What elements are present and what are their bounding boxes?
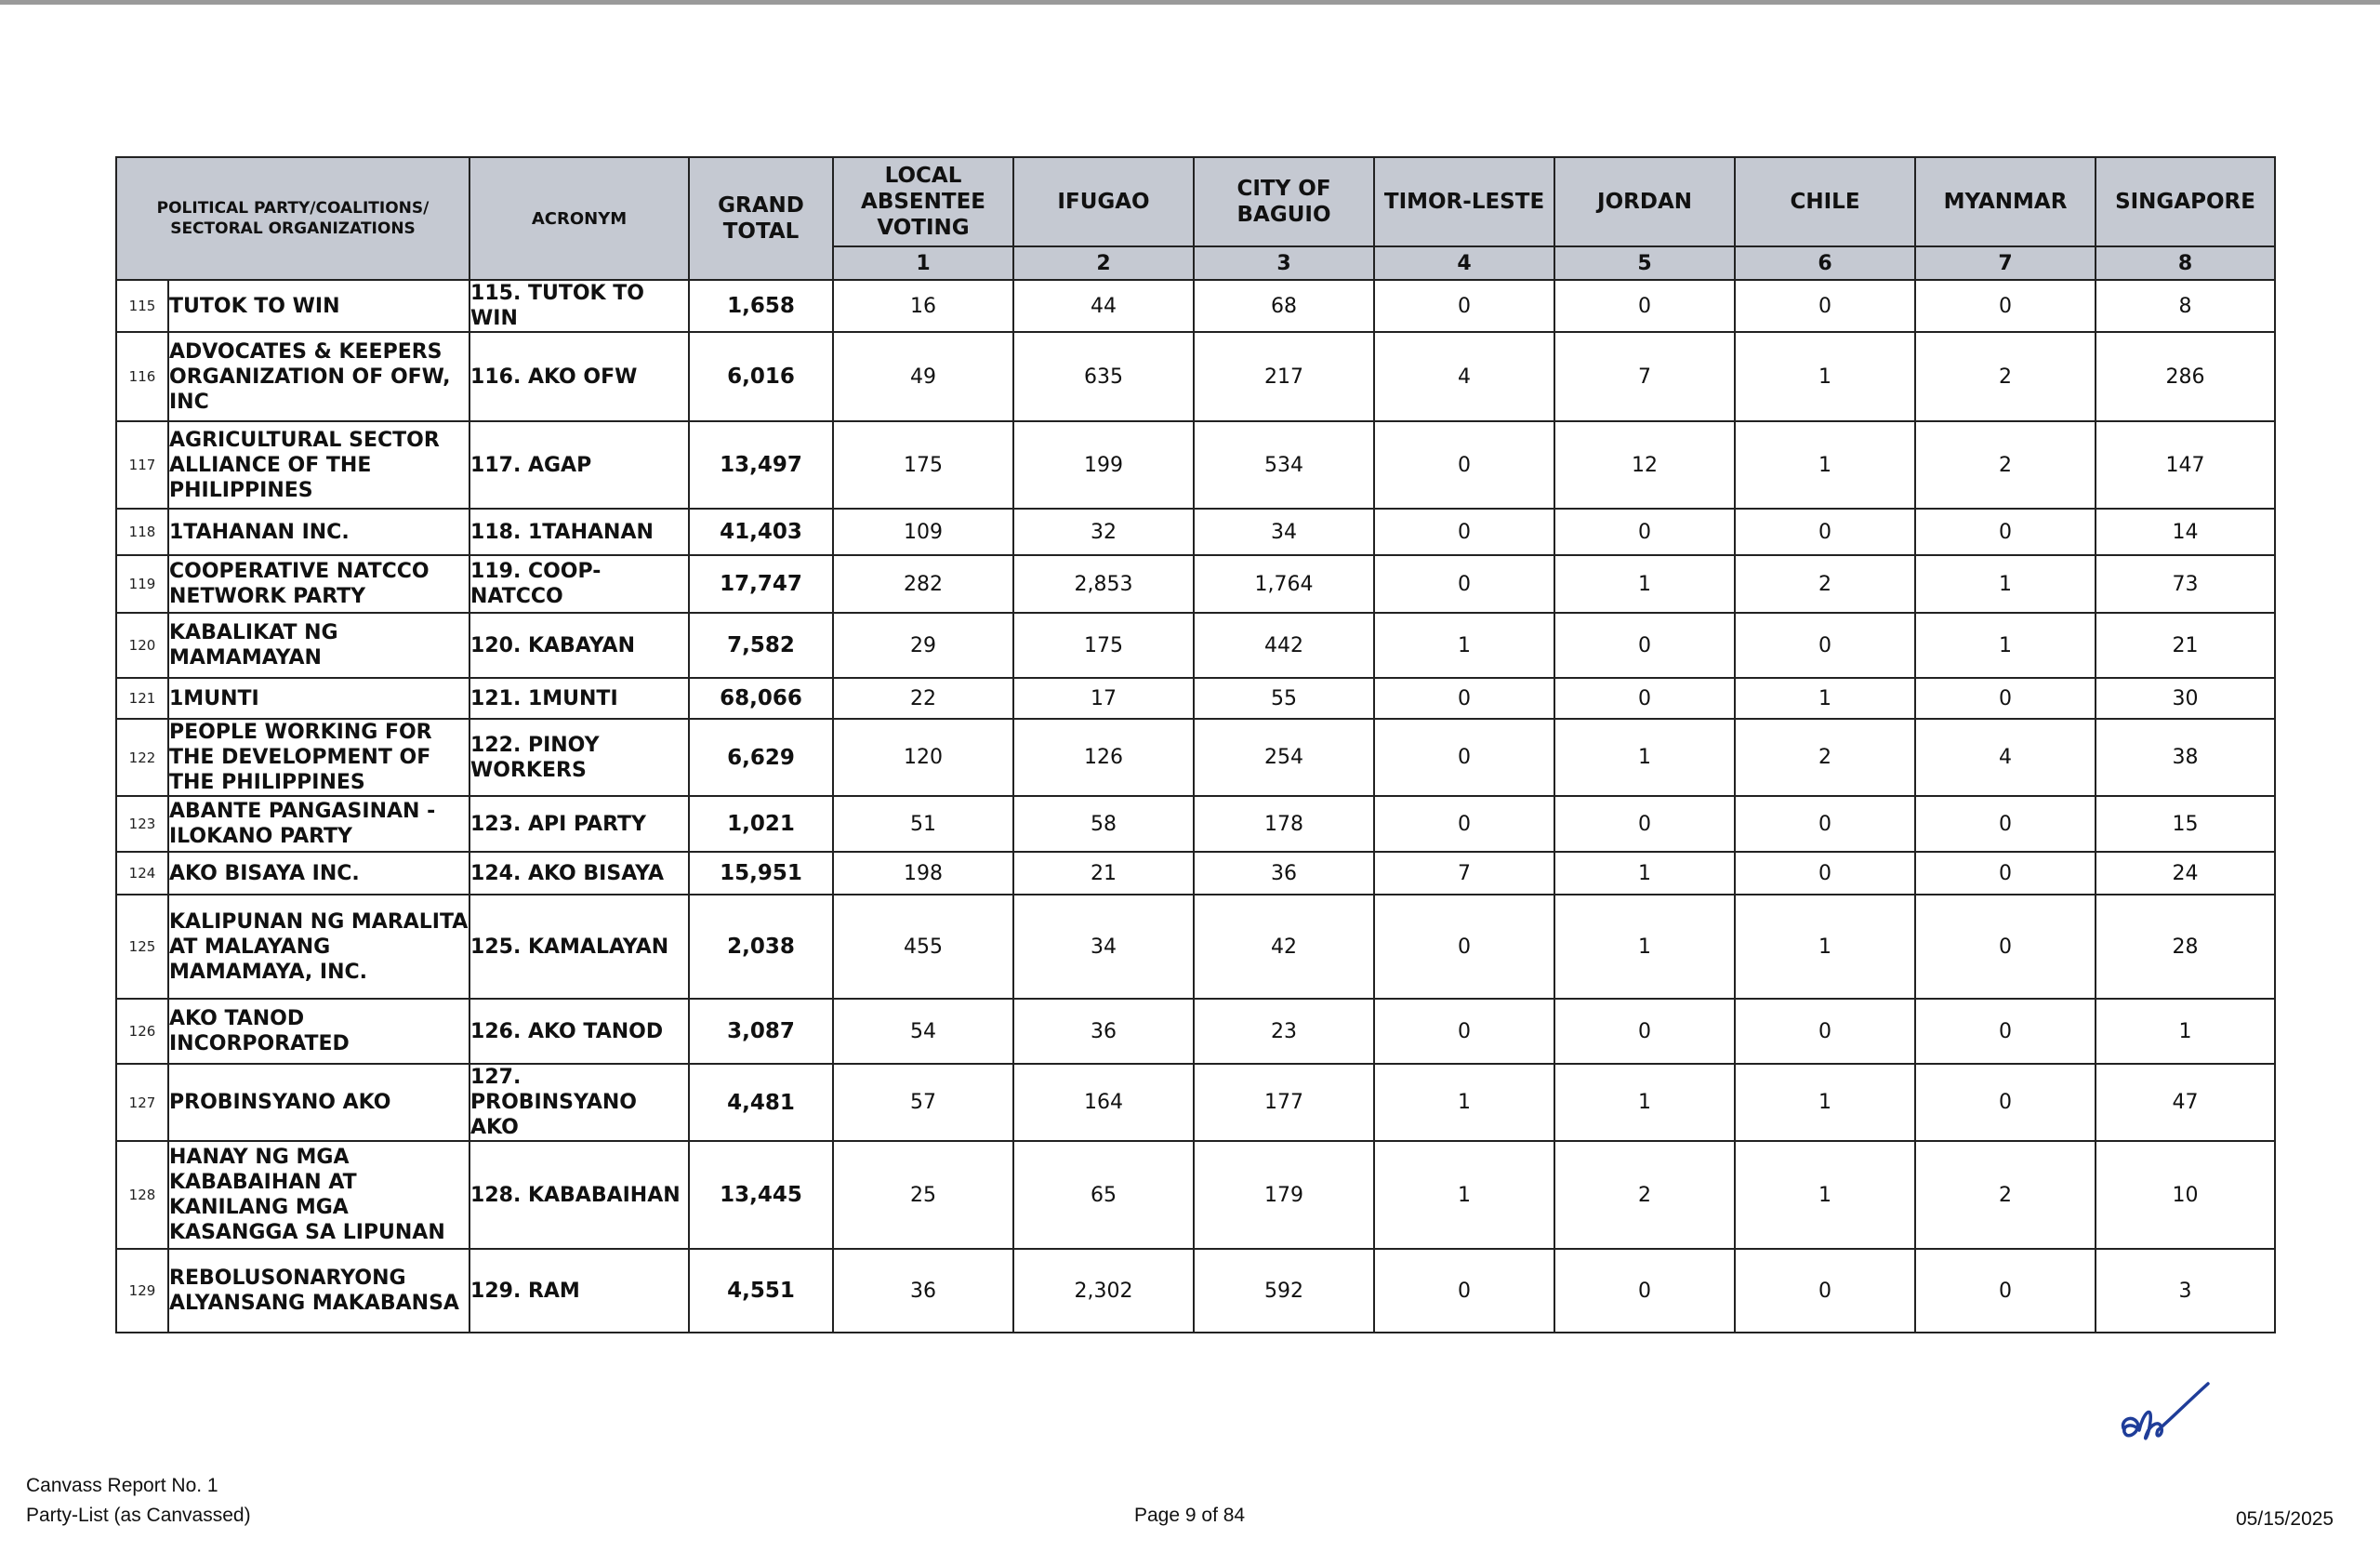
vote-count-cell: 0 bbox=[1915, 999, 2096, 1064]
row-index: 122 bbox=[116, 719, 168, 796]
vote-count-cell: 442 bbox=[1194, 613, 1374, 678]
row-index: 125 bbox=[116, 895, 168, 999]
footer-report-number: Canvass Report No. 1 bbox=[26, 1475, 218, 1496]
vote-count-cell: 2,302 bbox=[1013, 1249, 1194, 1333]
table-header bbox=[116, 157, 2275, 280]
vote-count-cell: 0 bbox=[1554, 280, 1735, 332]
acronym-cell: 115. TUTOK TO WIN bbox=[469, 280, 689, 332]
header-col-name: MYANMAR bbox=[1915, 157, 2096, 246]
vote-count-cell: 73 bbox=[2096, 555, 2275, 613]
vote-count-cell: 0 bbox=[1554, 1249, 1735, 1333]
vote-count-cell: 0 bbox=[1915, 1064, 2096, 1141]
header-col-name: IFUGAO bbox=[1013, 157, 1194, 246]
party-name-cell: KALIPUNAN NG MARALITA AT MALAYANG MAMAMAYA, INC. bbox=[168, 895, 469, 999]
vote-count-cell: 15 bbox=[2096, 796, 2275, 852]
vote-count-cell: 1 bbox=[1374, 1141, 1554, 1249]
table-row bbox=[116, 421, 2275, 509]
header-col-number: 6 bbox=[1735, 246, 1915, 280]
party-name-cell: AKO BISAYA INC. bbox=[168, 852, 469, 895]
vote-count-cell: 0 bbox=[1735, 999, 1915, 1064]
header-col-number: 8 bbox=[2096, 246, 2275, 280]
party-name-cell: AGRICULTURAL SECTOR ALLIANCE OF THE PHILIPPINES bbox=[168, 421, 469, 509]
party-name-cell: AKO TANOD INCORPORATED bbox=[168, 999, 469, 1064]
vote-count-cell: 65 bbox=[1013, 1141, 1194, 1249]
vote-count-cell: 177 bbox=[1194, 1064, 1374, 1141]
header-col-name: SINGAPORE bbox=[2096, 157, 2275, 246]
table-body bbox=[116, 280, 2275, 1333]
vote-count-cell: 36 bbox=[1194, 852, 1374, 895]
vote-count-cell: 1 bbox=[1554, 852, 1735, 895]
vote-count-cell: 2,853 bbox=[1013, 555, 1194, 613]
vote-count-cell: 2 bbox=[1915, 1141, 2096, 1249]
vote-count-cell: 178 bbox=[1194, 796, 1374, 852]
header-col-number: 1 bbox=[833, 246, 1013, 280]
header-party: POLITICAL PARTY/COALITIONS/ SECTORAL ORGANIZATIONS bbox=[116, 157, 469, 280]
vote-count-cell: 1 bbox=[1554, 719, 1735, 796]
vote-count-cell: 58 bbox=[1013, 796, 1194, 852]
row-index: 127 bbox=[116, 1064, 168, 1141]
grand-total-cell: 4,481 bbox=[689, 1064, 833, 1141]
vote-count-cell: 1 bbox=[1554, 895, 1735, 999]
vote-count-cell: 36 bbox=[833, 1249, 1013, 1333]
canvass-table bbox=[115, 156, 2276, 1333]
vote-count-cell: 0 bbox=[1915, 678, 2096, 719]
vote-count-cell: 4 bbox=[1915, 719, 2096, 796]
vote-count-cell: 21 bbox=[1013, 852, 1194, 895]
vote-count-cell: 3 bbox=[2096, 1249, 2275, 1333]
row-index: 117 bbox=[116, 421, 168, 509]
row-index: 120 bbox=[116, 613, 168, 678]
party-name-cell: KABALIKAT NG MAMAMAYAN bbox=[168, 613, 469, 678]
acronym-cell: 117. AGAP bbox=[469, 421, 689, 509]
header-grand-total: GRAND TOTAL bbox=[689, 157, 833, 280]
grand-total-cell: 6,016 bbox=[689, 332, 833, 421]
party-name-cell: REBOLUSONARYONG ALYANSANG MAKABANSA bbox=[168, 1249, 469, 1333]
vote-count-cell: 0 bbox=[1374, 796, 1554, 852]
vote-count-cell: 32 bbox=[1013, 509, 1194, 555]
vote-count-cell: 1 bbox=[1735, 421, 1915, 509]
acronym-cell: 123. API PARTY bbox=[469, 796, 689, 852]
vote-count-cell: 1 bbox=[1554, 555, 1735, 613]
vote-count-cell: 54 bbox=[833, 999, 1013, 1064]
vote-count-cell: 1 bbox=[1915, 613, 2096, 678]
vote-count-cell: 0 bbox=[1735, 613, 1915, 678]
row-index: 124 bbox=[116, 852, 168, 895]
acronym-cell: 120. KABAYAN bbox=[469, 613, 689, 678]
acronym-cell: 119. COOP-NATCCO bbox=[469, 555, 689, 613]
row-index: 128 bbox=[116, 1141, 168, 1249]
vote-count-cell: 0 bbox=[1374, 280, 1554, 332]
vote-count-cell: 12 bbox=[1554, 421, 1735, 509]
party-name-cell: PROBINSYANO AKO bbox=[168, 1064, 469, 1141]
vote-count-cell: 0 bbox=[1554, 999, 1735, 1064]
vote-count-cell: 0 bbox=[1735, 280, 1915, 332]
vote-count-cell: 1 bbox=[1735, 1064, 1915, 1141]
vote-count-cell: 42 bbox=[1194, 895, 1374, 999]
vote-count-cell: 1 bbox=[1735, 895, 1915, 999]
vote-count-cell: 147 bbox=[2096, 421, 2275, 509]
grand-total-cell: 41,403 bbox=[689, 509, 833, 555]
vote-count-cell: 0 bbox=[1915, 895, 2096, 999]
grand-total-cell: 1,021 bbox=[689, 796, 833, 852]
vote-count-cell: 7 bbox=[1374, 852, 1554, 895]
grand-total-cell: 13,497 bbox=[689, 421, 833, 509]
row-index: 121 bbox=[116, 678, 168, 719]
vote-count-cell: 0 bbox=[1374, 421, 1554, 509]
vote-count-cell: 534 bbox=[1194, 421, 1374, 509]
header-col-name: LOCAL ABSENTEE VOTING bbox=[833, 157, 1013, 246]
vote-count-cell: 4 bbox=[1374, 332, 1554, 421]
acronym-cell: 129. RAM bbox=[469, 1249, 689, 1333]
vote-count-cell: 1 bbox=[1554, 1064, 1735, 1141]
acronym-cell: 128. KABABAIHAN bbox=[469, 1141, 689, 1249]
table-row bbox=[116, 796, 2275, 852]
table-row bbox=[116, 895, 2275, 999]
vote-count-cell: 21 bbox=[2096, 613, 2275, 678]
row-index: 119 bbox=[116, 555, 168, 613]
table-row bbox=[116, 280, 2275, 332]
row-index: 118 bbox=[116, 509, 168, 555]
party-name-cell: ADVOCATES & KEEPERS ORGANIZATION OF OFW, INC bbox=[168, 332, 469, 421]
vote-count-cell: 47 bbox=[2096, 1064, 2275, 1141]
vote-count-cell: 68 bbox=[1194, 280, 1374, 332]
header-col-number: 2 bbox=[1013, 246, 1194, 280]
vote-count-cell: 24 bbox=[2096, 852, 2275, 895]
table-row bbox=[116, 1249, 2275, 1333]
acronym-cell: 116. AKO OFW bbox=[469, 332, 689, 421]
vote-count-cell: 0 bbox=[1374, 719, 1554, 796]
header-col-number: 4 bbox=[1374, 246, 1554, 280]
vote-count-cell: 0 bbox=[1915, 852, 2096, 895]
grand-total-cell: 68,066 bbox=[689, 678, 833, 719]
vote-count-cell: 30 bbox=[2096, 678, 2275, 719]
vote-count-cell: 0 bbox=[1374, 678, 1554, 719]
vote-count-cell: 17 bbox=[1013, 678, 1194, 719]
vote-count-cell: 0 bbox=[1554, 613, 1735, 678]
vote-count-cell: 0 bbox=[1735, 509, 1915, 555]
vote-count-cell: 1 bbox=[1735, 678, 1915, 719]
vote-count-cell: 179 bbox=[1194, 1141, 1374, 1249]
vote-count-cell: 0 bbox=[1915, 509, 2096, 555]
vote-count-cell: 34 bbox=[1013, 895, 1194, 999]
vote-count-cell: 34 bbox=[1194, 509, 1374, 555]
party-name-cell: TUTOK TO WIN bbox=[168, 280, 469, 332]
vote-count-cell: 286 bbox=[2096, 332, 2275, 421]
vote-count-cell: 1 bbox=[1735, 332, 1915, 421]
table-row bbox=[116, 613, 2275, 678]
vote-count-cell: 1 bbox=[2096, 999, 2275, 1064]
grand-total-cell: 3,087 bbox=[689, 999, 833, 1064]
vote-count-cell: 1 bbox=[1735, 1141, 1915, 1249]
header-col-number: 7 bbox=[1915, 246, 2096, 280]
table-row bbox=[116, 852, 2275, 895]
vote-count-cell: 7 bbox=[1554, 332, 1735, 421]
row-index: 123 bbox=[116, 796, 168, 852]
vote-count-cell: 0 bbox=[1915, 1249, 2096, 1333]
header-col-name: CITY OF BAGUIO bbox=[1194, 157, 1374, 246]
grand-total-cell: 6,629 bbox=[689, 719, 833, 796]
party-name-cell: COOPERATIVE NATCCO NETWORK PARTY bbox=[168, 555, 469, 613]
vote-count-cell: 23 bbox=[1194, 999, 1374, 1064]
acronym-cell: 118. 1TAHANAN bbox=[469, 509, 689, 555]
acronym-cell: 126. AKO TANOD bbox=[469, 999, 689, 1064]
acronym-cell: 127. PROBINSYANO AKO bbox=[469, 1064, 689, 1141]
grand-total-cell: 7,582 bbox=[689, 613, 833, 678]
vote-count-cell: 22 bbox=[833, 678, 1013, 719]
vote-count-cell: 0 bbox=[1374, 895, 1554, 999]
vote-count-cell: 0 bbox=[1915, 796, 2096, 852]
vote-count-cell: 51 bbox=[833, 796, 1013, 852]
vote-count-cell: 36 bbox=[1013, 999, 1194, 1064]
table-row bbox=[116, 719, 2275, 796]
header-col-number: 5 bbox=[1554, 246, 1735, 280]
vote-count-cell: 0 bbox=[1735, 852, 1915, 895]
vote-count-cell: 2 bbox=[1915, 421, 2096, 509]
signature-initials bbox=[2115, 1376, 2236, 1460]
vote-count-cell: 175 bbox=[833, 421, 1013, 509]
vote-count-cell: 25 bbox=[833, 1141, 1013, 1249]
table-row bbox=[116, 1141, 2275, 1249]
table-row bbox=[116, 555, 2275, 613]
vote-count-cell: 592 bbox=[1194, 1249, 1374, 1333]
vote-count-cell: 1 bbox=[1374, 1064, 1554, 1141]
footer-report-type: Party-List (as Canvassed) bbox=[26, 1505, 251, 1526]
vote-count-cell: 55 bbox=[1194, 678, 1374, 719]
vote-count-cell: 1,764 bbox=[1194, 555, 1374, 613]
row-index: 115 bbox=[116, 280, 168, 332]
vote-count-cell: 455 bbox=[833, 895, 1013, 999]
acronym-cell: 125. KAMALAYAN bbox=[469, 895, 689, 999]
vote-count-cell: 29 bbox=[833, 613, 1013, 678]
vote-count-cell: 0 bbox=[1374, 1249, 1554, 1333]
acronym-cell: 122. PINOY WORKERS bbox=[469, 719, 689, 796]
row-index: 126 bbox=[116, 999, 168, 1064]
header-col-name: JORDAN bbox=[1554, 157, 1735, 246]
table-row bbox=[116, 678, 2275, 719]
vote-count-cell: 0 bbox=[1374, 509, 1554, 555]
header-col-name: TIMOR-LESTE bbox=[1374, 157, 1554, 246]
vote-count-cell: 0 bbox=[1735, 1249, 1915, 1333]
vote-count-cell: 2 bbox=[1735, 719, 1915, 796]
vote-count-cell: 1 bbox=[1915, 555, 2096, 613]
vote-count-cell: 109 bbox=[833, 509, 1013, 555]
vote-count-cell: 0 bbox=[1374, 999, 1554, 1064]
vote-count-cell: 635 bbox=[1013, 332, 1194, 421]
vote-count-cell: 44 bbox=[1013, 280, 1194, 332]
grand-total-cell: 17,747 bbox=[689, 555, 833, 613]
table-row bbox=[116, 1064, 2275, 1141]
grand-total-cell: 1,658 bbox=[689, 280, 833, 332]
vote-count-cell: 254 bbox=[1194, 719, 1374, 796]
vote-count-cell: 2 bbox=[1915, 332, 2096, 421]
table-row bbox=[116, 999, 2275, 1064]
party-name-cell: 1MUNTI bbox=[168, 678, 469, 719]
vote-count-cell: 120 bbox=[833, 719, 1013, 796]
row-index: 116 bbox=[116, 332, 168, 421]
vote-count-cell: 217 bbox=[1194, 332, 1374, 421]
header-col-name: CHILE bbox=[1735, 157, 1915, 246]
grand-total-cell: 13,445 bbox=[689, 1141, 833, 1249]
vote-count-cell: 49 bbox=[833, 332, 1013, 421]
vote-count-cell: 38 bbox=[2096, 719, 2275, 796]
table-row bbox=[116, 332, 2275, 421]
vote-count-cell: 57 bbox=[833, 1064, 1013, 1141]
vote-count-cell: 175 bbox=[1013, 613, 1194, 678]
header-col-number: 3 bbox=[1194, 246, 1374, 280]
vote-count-cell: 0 bbox=[1735, 796, 1915, 852]
top-border-line bbox=[0, 0, 2380, 5]
grand-total-cell: 2,038 bbox=[689, 895, 833, 999]
grand-total-cell: 4,551 bbox=[689, 1249, 833, 1333]
vote-count-cell: 2 bbox=[1735, 555, 1915, 613]
party-name-cell: 1TAHANAN INC. bbox=[168, 509, 469, 555]
vote-count-cell: 28 bbox=[2096, 895, 2275, 999]
vote-count-cell: 126 bbox=[1013, 719, 1194, 796]
footer-date: 05/15/2025 bbox=[2236, 1508, 2334, 1530]
vote-count-cell: 16 bbox=[833, 280, 1013, 332]
vote-count-cell: 10 bbox=[2096, 1141, 2275, 1249]
vote-count-cell: 2 bbox=[1554, 1141, 1735, 1249]
vote-count-cell: 8 bbox=[2096, 280, 2275, 332]
vote-count-cell: 0 bbox=[1374, 555, 1554, 613]
grand-total-cell: 15,951 bbox=[689, 852, 833, 895]
vote-count-cell: 14 bbox=[2096, 509, 2275, 555]
vote-count-cell: 199 bbox=[1013, 421, 1194, 509]
acronym-cell: 124. AKO BISAYA bbox=[469, 852, 689, 895]
vote-count-cell: 0 bbox=[1554, 678, 1735, 719]
vote-count-cell: 0 bbox=[1554, 509, 1735, 555]
row-index: 129 bbox=[116, 1249, 168, 1333]
header-acronym: ACRONYM bbox=[469, 157, 689, 280]
vote-count-cell: 0 bbox=[1915, 280, 2096, 332]
vote-count-cell: 1 bbox=[1374, 613, 1554, 678]
footer-page-number: Page 9 of 84 bbox=[1134, 1505, 1246, 1526]
vote-count-cell: 198 bbox=[833, 852, 1013, 895]
vote-count-cell: 0 bbox=[1554, 796, 1735, 852]
table-row bbox=[116, 509, 2275, 555]
party-name-cell: PEOPLE WORKING FOR THE DEVELOPMENT OF THE PHILIPPINES bbox=[168, 719, 469, 796]
party-name-cell: HANAY NG MGA KABABAIHAN AT KANILANG MGA KASANGGA SA LIPUNAN bbox=[168, 1141, 469, 1249]
vote-count-cell: 282 bbox=[833, 555, 1013, 613]
acronym-cell: 121. 1MUNTI bbox=[469, 678, 689, 719]
party-name-cell: ABANTE PANGASINAN - ILOKANO PARTY bbox=[168, 796, 469, 852]
vote-count-cell: 164 bbox=[1013, 1064, 1194, 1141]
